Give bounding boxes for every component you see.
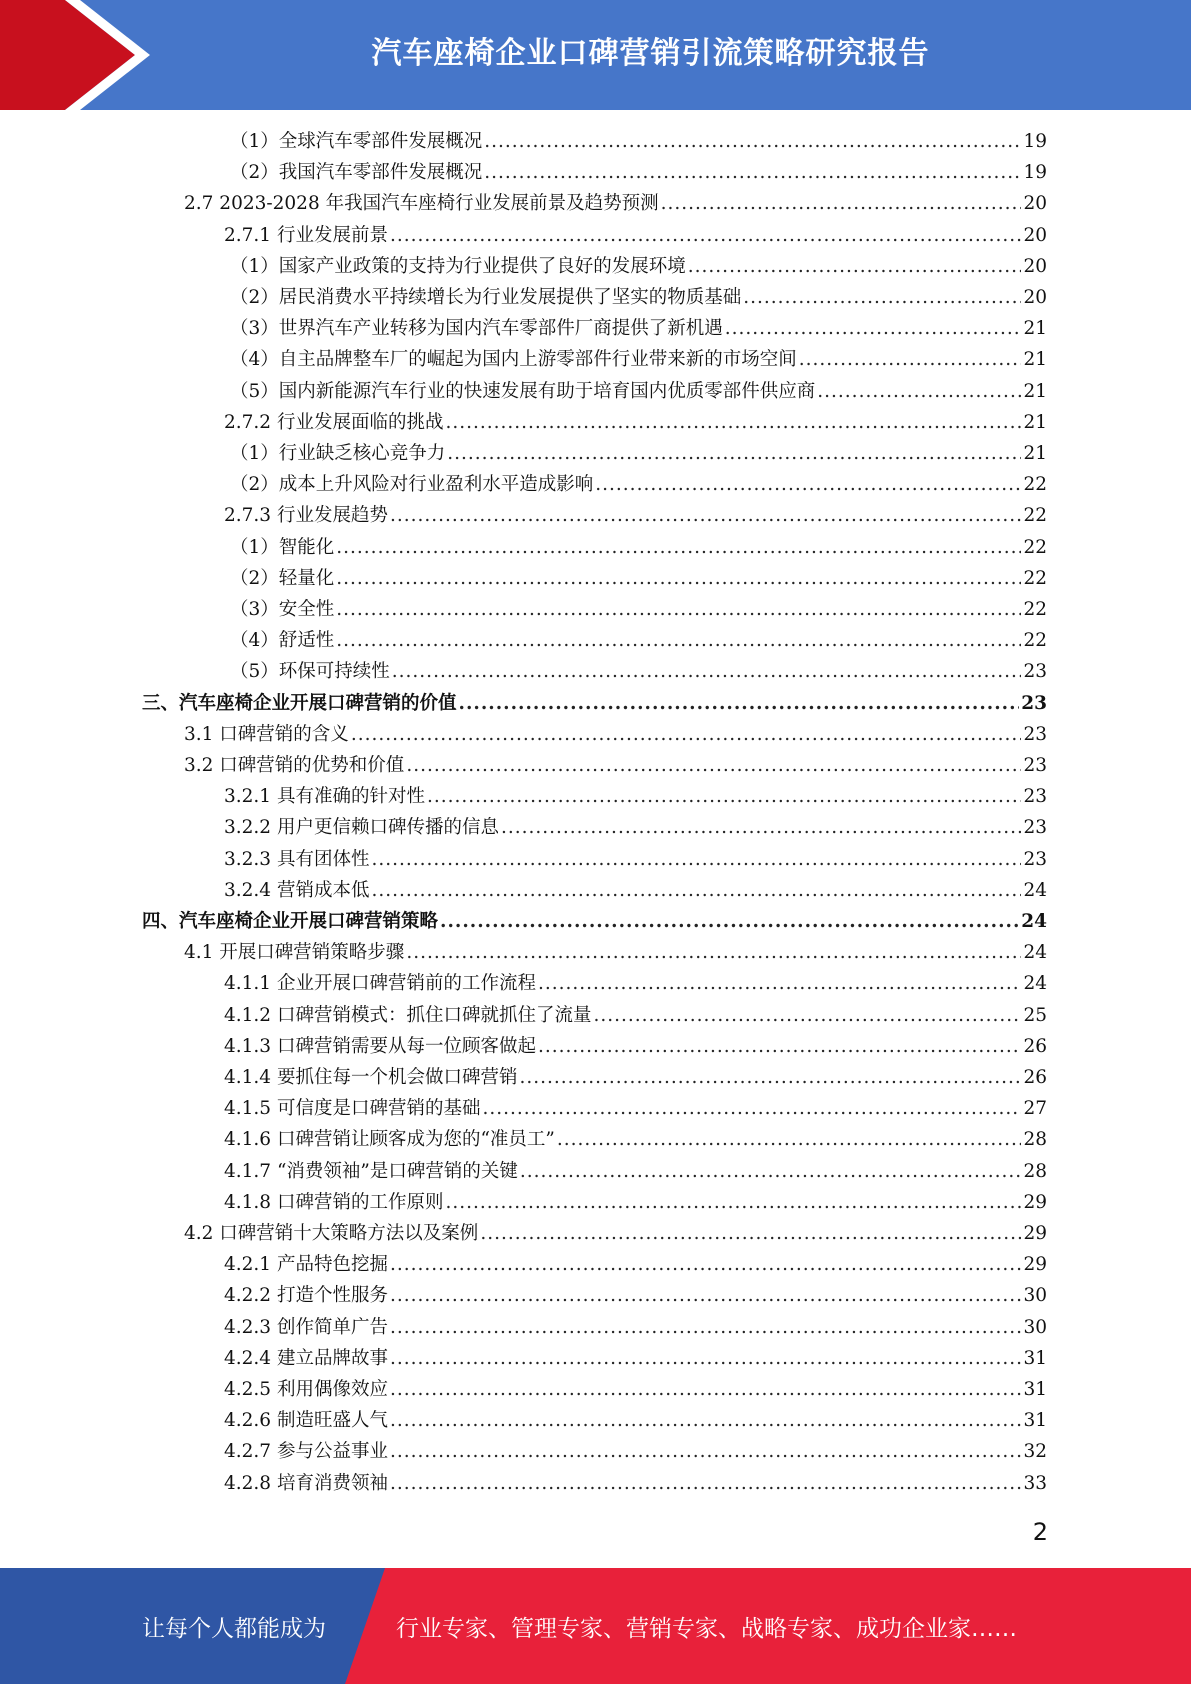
toc-entry-page: 20 [1023, 287, 1047, 308]
toc-entry-page: 22 [1023, 474, 1047, 496]
toc-dot-leader [445, 408, 1021, 438]
toc-entry[interactable] [224, 969, 1047, 999]
toc-entry-page: 32 [1023, 1441, 1047, 1463]
toc-entry-page: 23 [1023, 786, 1047, 808]
toc-dot-leader [595, 470, 1021, 500]
toc-dot-leader [688, 252, 1022, 282]
toc-entry[interactable] [224, 1469, 1047, 1499]
toc-dot-leader [501, 813, 1021, 843]
toc-entry-page: 23 [1023, 817, 1047, 839]
toc-entry-page: 26 [1023, 1067, 1047, 1088]
toc-entry[interactable] [230, 314, 1047, 344]
toc-entry[interactable] [224, 221, 1047, 251]
toc-entry-page: 21 [1023, 380, 1047, 402]
toc-dot-leader [427, 782, 1021, 812]
toc-dot-leader [336, 595, 1021, 625]
toc-entry[interactable] [184, 751, 1047, 781]
toc-dot-leader [520, 1157, 1022, 1187]
toc-entry-title: 3.2.1 具有准确的针对性 [224, 786, 425, 808]
toc-dot-leader [482, 1094, 1021, 1124]
toc-entry-title: （4）舒适性 [230, 630, 335, 652]
toc-entry[interactable] [224, 1063, 1047, 1093]
toc-entry[interactable] [184, 720, 1047, 750]
toc-entry[interactable] [224, 1406, 1047, 1436]
page-footer [0, 1568, 1191, 1684]
toc-entry[interactable] [224, 408, 1047, 438]
toc-dot-leader [406, 938, 1021, 968]
toc-entry-title: 4.1.3 口碑营销需要从每一位顾客做起 [224, 1035, 536, 1057]
toc-entry-title: 3.2.4 营销成本低 [224, 879, 370, 901]
toc-entry[interactable] [224, 1188, 1047, 1218]
toc-entry-page: 25 [1023, 1004, 1047, 1026]
toc-entry[interactable] [224, 1125, 1047, 1155]
toc-entry-title: 4.2.6 制造旺盛人气 [224, 1410, 388, 1432]
toc-dot-leader [390, 1281, 1021, 1311]
toc-entry[interactable] [224, 1157, 1047, 1187]
toc-dot-leader [390, 1469, 1021, 1499]
toc-entry-title: 4.2.3 创作简单广告 [224, 1316, 388, 1338]
toc-dot-leader [390, 1437, 1021, 1467]
toc-entry-title: 4.2.2 打造个性服务 [224, 1285, 388, 1307]
toc-dot-leader [484, 158, 1021, 188]
toc-entry-page: 23 [1023, 723, 1047, 745]
toc-dot-leader [743, 283, 1021, 313]
toc-entry[interactable] [184, 938, 1047, 968]
toc-dot-leader [447, 439, 1021, 469]
toc-entry[interactable] [224, 1437, 1047, 1467]
toc-entry-page: 19 [1023, 162, 1047, 184]
toc-entry-page: 21 [1023, 411, 1047, 433]
toc-entry-page: 30 [1023, 1285, 1047, 1307]
toc-entry-page: 24 [1023, 973, 1047, 995]
toc-dot-leader [390, 1313, 1021, 1343]
toc-entry-title: （4）自主品牌整车厂的崛起为国内上游零部件行业带来新的市场空间 [230, 349, 797, 371]
toc-entry[interactable] [230, 657, 1047, 687]
toc-entry-title: 4.1.8 口碑营销的工作原则 [224, 1191, 444, 1213]
toc-entry-page: 23 [1023, 661, 1047, 683]
toc-entry-title: （5）环保可持续性 [230, 661, 390, 683]
toc-dot-leader [440, 907, 1019, 937]
toc-dot-leader [799, 345, 1022, 375]
toc-entry[interactable] [224, 1250, 1047, 1280]
toc-dot-leader [484, 127, 1021, 157]
toc-dot-leader [371, 876, 1021, 906]
toc-entry-title: 4.1.7 “消费领袖”是口碑营销的关键 [224, 1160, 518, 1182]
toc-entry-title: 4.2.1 产品特色挖掘 [224, 1254, 388, 1276]
toc-entry-page: 24 [1023, 879, 1047, 901]
toc-entry-title: （2）居民消费水平持续增长为行业发展提供了坚实的物质基础 [230, 287, 742, 308]
toc-entry-title: 4.1.1 企业开展口碑营销前的工作流程 [224, 973, 536, 995]
toc-entry[interactable] [224, 813, 1047, 843]
toc-dot-leader [390, 501, 1021, 531]
toc-dot-leader [336, 533, 1021, 563]
toc-entry-page: 19 [1023, 131, 1047, 152]
toc-entry[interactable] [230, 283, 1047, 313]
toc-entry-page: 20 [1023, 224, 1047, 246]
toc-dot-leader [519, 1063, 1021, 1093]
toc-entry[interactable] [224, 782, 1047, 812]
toc-entry-title: 4.1.6 口碑营销让顾客成为您的“准员工” [224, 1129, 555, 1151]
toc-entry-page: 23 [1023, 848, 1047, 870]
toc-entry-page: 28 [1023, 1160, 1047, 1182]
toc-dot-leader [480, 1219, 1021, 1249]
toc-entry-title: 4.1.4 要抓住每一个机会做口碑营销 [224, 1067, 518, 1088]
toc-entry-title: （5）国内新能源汽车行业的快速发展有助于培育国内优质零部件供应商 [230, 380, 816, 402]
toc-entry-title: （1）国家产业政策的支持为行业提供了良好的发展环境 [230, 255, 686, 277]
toc-entry-title: 2.7.1 行业发展前景 [224, 224, 388, 246]
footer-slogan-right: 行业专家、管理专家、营销专家、战略专家、成功企业家…… [396, 1615, 1017, 1642]
toc-dot-leader [661, 189, 1022, 219]
toc-dot-leader [725, 314, 1022, 344]
toc-entry[interactable] [230, 127, 1047, 157]
toc-dot-leader [817, 377, 1021, 407]
toc-entry-page: 33 [1023, 1472, 1047, 1494]
toc-entry-page: 24 [1021, 911, 1047, 932]
toc-entry-page: 22 [1023, 567, 1047, 589]
toc-dot-leader [406, 751, 1021, 781]
toc-entry-title: 4.2.8 培育消费领袖 [224, 1472, 388, 1494]
toc-entry-page: 23 [1023, 755, 1047, 776]
toc-entry-page: 31 [1023, 1410, 1047, 1432]
toc-entry-title: （1）全球汽车零部件发展概况 [230, 131, 483, 152]
toc-entry-title: （1）智能化 [230, 536, 335, 558]
footer-slogan-left: 让每个人都能成为 [142, 1615, 326, 1642]
page-number: 2 [1032, 1518, 1048, 1546]
toc-entry[interactable] [224, 1032, 1047, 1062]
toc-dot-leader [538, 1032, 1021, 1062]
toc-entry[interactable] [224, 1375, 1047, 1405]
toc-entry-page: 21 [1023, 349, 1047, 371]
page-header [0, 0, 1191, 110]
toc-entry[interactable] [184, 1219, 1047, 1249]
toc-entry[interactable] [230, 158, 1047, 188]
toc-entry-page: 24 [1023, 942, 1047, 964]
report-title: 汽车座椅企业口碑营销引流策略研究报告 [371, 36, 930, 71]
toc-entry-title: 4.1 开展口碑营销策略步骤 [184, 942, 405, 964]
toc-entry-page: 20 [1023, 193, 1047, 215]
toc-entry[interactable] [230, 439, 1047, 469]
toc-entry-title: 四、汽车座椅企业开展口碑营销策略 [142, 911, 439, 932]
toc-dot-leader [390, 221, 1021, 251]
toc-entry-page: 22 [1023, 630, 1047, 652]
toc-dot-leader [390, 1344, 1021, 1374]
toc-entry-title: 3.2.3 具有团体性 [224, 848, 370, 870]
toc-entry-title: 2.7.3 行业发展趋势 [224, 505, 388, 527]
toc-entry[interactable] [184, 189, 1047, 219]
toc-entry-title: （3）世界汽车产业转移为国内汽车零部件厂商提供了新机遇 [230, 318, 723, 340]
toc-entry-page: 23 [1021, 692, 1047, 714]
toc-entry-title: 4.2.5 利用偶像效应 [224, 1379, 388, 1400]
toc-entry[interactable] [224, 1281, 1047, 1311]
toc-entry-page: 29 [1023, 1223, 1047, 1244]
toc-entry[interactable] [230, 533, 1047, 563]
toc-entry[interactable] [230, 345, 1047, 375]
toc-entry-page: 29 [1023, 1254, 1047, 1276]
toc-entry-page: 22 [1023, 536, 1047, 558]
toc-entry[interactable] [230, 252, 1047, 282]
toc-entry[interactable] [224, 1344, 1047, 1374]
toc-entry[interactable] [224, 1094, 1047, 1124]
toc-entry[interactable] [230, 470, 1047, 500]
toc-entry-page: 31 [1023, 1347, 1047, 1369]
toc-entry-page: 31 [1023, 1379, 1047, 1400]
toc-dot-leader [459, 689, 1020, 719]
toc-entry-page: 30 [1023, 1316, 1047, 1338]
toc-entry[interactable] [230, 377, 1047, 407]
toc-entry-page: 28 [1023, 1129, 1047, 1151]
toc-dot-leader [336, 564, 1021, 594]
toc-entry-title: （2）我国汽车零部件发展概况 [230, 162, 483, 184]
toc-entry-title: 3.2 口碑营销的优势和价值 [184, 755, 405, 776]
toc-entry[interactable] [142, 689, 1047, 719]
toc-entry-page: 29 [1023, 1191, 1047, 1213]
toc-dot-leader [336, 626, 1021, 656]
toc-entry-title: 2.7.2 行业发展面临的挑战 [224, 411, 444, 433]
toc-entry-title: （2）轻量化 [230, 567, 335, 589]
toc-entry-page: 21 [1023, 318, 1047, 340]
toc-entry[interactable] [142, 907, 1047, 937]
toc-entry[interactable] [230, 626, 1047, 656]
toc-entry-title: 4.2.4 建立品牌故事 [224, 1347, 388, 1369]
toc-entry[interactable] [224, 1001, 1047, 1031]
toc-entry-page: 26 [1023, 1035, 1047, 1057]
toc-entry[interactable] [224, 876, 1047, 906]
toc-dot-leader [593, 1001, 1021, 1031]
toc-entry-title: （1）行业缺乏核心竞争力 [230, 443, 446, 464]
toc-entry-title: 4.2.7 参与公益事业 [224, 1441, 388, 1463]
toc-dot-leader [392, 657, 1022, 687]
toc-entry-title: 3.2.2 用户更信赖口碑传播的信息 [224, 817, 499, 839]
toc-dot-leader [390, 1250, 1021, 1280]
toc-dot-leader [390, 1406, 1021, 1436]
toc-entry[interactable] [224, 845, 1047, 875]
toc-dot-leader [371, 845, 1021, 875]
toc-entry-title: 4.1.5 可信度是口碑营销的基础 [224, 1098, 481, 1120]
toc-entry[interactable] [230, 595, 1047, 625]
toc-entry-title: 3.1 口碑营销的含义 [184, 723, 349, 745]
toc-entry-title: （3）安全性 [230, 599, 335, 620]
toc-entry-title: 4.2 口碑营销十大策略方法以及案例 [184, 1223, 479, 1244]
toc-dot-leader [390, 1375, 1021, 1405]
toc-entry[interactable] [230, 564, 1047, 594]
toc-entry-page: 22 [1023, 505, 1047, 527]
toc-entry[interactable] [224, 1313, 1047, 1343]
toc-dot-leader [445, 1188, 1021, 1218]
toc-entry-title: 4.1.2 口碑营销模式：抓住口碑就抓住了流量 [224, 1004, 592, 1026]
toc-entry-page: 22 [1023, 599, 1047, 620]
toc-entry-title: 2.7 2023-2028 年我国汽车座椅行业发展前景及趋势预测 [184, 193, 659, 215]
toc-dot-leader [351, 720, 1022, 750]
toc-entry-page: 20 [1023, 255, 1047, 277]
toc-entry-title: （2）成本上升风险对行业盈利水平造成影响 [230, 474, 594, 496]
toc-dot-leader [557, 1125, 1022, 1155]
toc-entry-page: 27 [1023, 1098, 1047, 1120]
toc-entry-title: 三、汽车座椅企业开展口碑营销的价值 [142, 692, 457, 714]
toc-dot-leader [538, 969, 1021, 999]
toc-entry[interactable] [224, 501, 1047, 531]
toc-entry-page: 21 [1023, 443, 1047, 464]
